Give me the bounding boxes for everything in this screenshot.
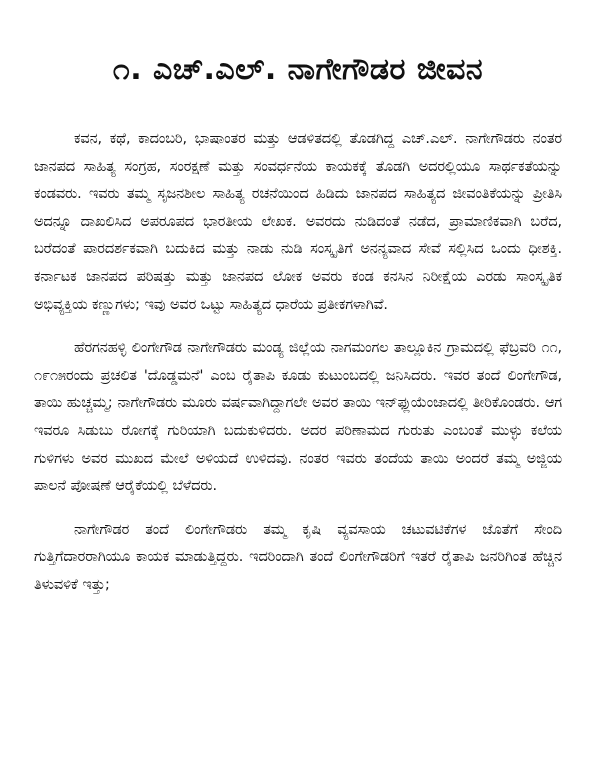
document-body (34, 126, 562, 600)
paragraph-2: ಹೆರಗನಹಳ್ಳಿ ಲಿಂಗೇಗೌಡ ನಾಗೇಗೌಡರು ಮಂಡ್ಯ ಜಿಲ್ಲೆಯ ನಾಗಮಂಗಲ ತಾಲ್ಲೂಕಿನ ಗ್ರಾಮದಲ್ಲಿ ಫೆಬ್ರವರಿ ೧೧, ೧೯೧೫ರಂದು ಪ್ರಚಲಿತ 'ದೊಡ್ಡಮನೆ' ಎಂಬ ರೈತಾಪಿ ಕೂಡು ಕುಟುಂಬದಲ್ಲಿ ಜನಿಸಿದರು. ಇವರ ತಂದೆ ಲಿಂಗೇಗೌಡ, ತಾಯಿ ಹುಚ್ಚಮ್ಮ; ನಾಗೇಗೌಡರು ಮೂರು ವರ್ಷವಾಗಿದ್ದಾಗಲೇ ಅವರ ತಾಯಿ ಇನ್‌ಫ್ಲುಯೆಂಜಾದಲ್ಲಿ ತೀರಿಕೊಂಡರು. ಆಗ ಇವರೂ ಸಿಡುಬು ರೋಗಕ್ಕೆ ಗುರಿಯಾಗಿ ಬದುಕುಳಿದರು. ಅದರ ಪರಿಣಾಮದ ಗುರುತು ಎಂಬಂತೆ ಮುಳ್ಳು ಕಲೆಯ ಗುಳಿಗಳು ಅವರ ಮುಖದ ಮೇಲೆ ಅಳಿಯದೆ ಉಳಿದವು. ನಂತರ ಇವರು ತಂದೆಯ ತಾಯಿ ಅಂದರೆ ತಮ್ಮ ಅಜ್ಜಿಯ ಪಾಲನೆ ಪೋಷಣೆ ಆರೈಕೆಯಲ್ಲಿ ಬೆಳೆದರು. (34, 340, 562, 495)
paragraph-3: ನಾಗೇಗೌಡರ ತಂದೆ ಲಿಂಗೇಗೌಡರು ತಮ್ಮ ಕೃಷಿ ವ್ಯವಸಾಯ ಚಟುವಟಿಕೆಗಳ ಜೊತೆಗೆ ಸೇಂದಿ ಗುತ್ತಿಗೆದಾರರಾಗಿಯೂ ಕಾಯಕ ಮಾಡುತ್ತಿದ್ದರು. ಇದರಿಂದಾಗಿ ತಂದೆ ಲಿಂಗೇಗೌಡರಿಗೆ ಇತರೆ ರೈತಾಪಿ ಜನರಿಗಿಂತ ಹೆಚ್ಚಿನ ತಿಳುವಳಿಕೆ ಇತ್ತು; (34, 521, 562, 593)
page-title: ೧. ಎಚ್.ಎಲ್. ನಾಗೇಗೌಡರ ಜೀವನ (112, 52, 484, 87)
paragraph-1: ಕವನ, ಕಥೆ, ಕಾದಂಬರಿ, ಭಾಷಾಂತರ ಮತ್ತು ಆಡಳಿತದಲ್ಲಿ ತೊಡಗಿದ್ದ ಎಚ್.ಎಲ್. ನಾಗೇಗೌಡರು ನಂತರ ಜಾನಪದ ಸಾಹಿತ್ಯ ಸಂಗ್ರಹ, ಸಂರಕ್ಷಣೆ ಮತ್ತು ಸಂವರ್ಧನೆಯ ಕಾಯಕಕ್ಕೆ ತೊಡಗಿ ಅದರಲ್ಲಿಯೂ ಸಾರ್ಥಕತೆಯನ್ನು ಕಂಡವರು. ಇವರು ತಮ್ಮ ಸೃಜನಶೀಲ ಸಾಹಿತ್ಯ ರಚನೆಯಿಂದ ಹಿಡಿದು ಜಾನಪದ ಸಾಹಿತ್ಯದ ಜೀವಂತಿಕೆಯನ್ನು ಪ್ರೀತಿಸಿ ಅದನ್ನೂ ದಾಖಲಿಸಿದ ಅಪರೂಪದ ಭಾರತೀಯ ಲೇಖಕ. ಅವರದು ನುಡಿದಂತೆ ನಡೆದ, ಪ್ರಾಮಾಣಿಕವಾಗಿ ಬರೆದ, ಬರೆದಂತೆ ಪಾರದರ್ಶಕವಾಗಿ ಬದುಕಿದ ಮತ್ತು ನಾಡು ನುಡಿ ಸಂಸ್ಕೃತಿಗೆ ಅನನ್ಯವಾದ ಸೇವೆ ಸಲ್ಲಿಸಿದ ಒಂದು ಧೀಶಕ್ತಿ. ಕರ್ನಾಟಕ ಜಾನಪದ ಪರಿಷತ್ತು ಮತ್ತು ಜಾನಪದ ಲೋಕ ಅವರು ಕಂಡ ಕನಸಿನ ನಿರೀಕ್ಷೆಯ ಎರಡು ಸಾಂಸ್ಕೃತಿಕ ಅಭಿವ್ಯಕ್ತಿಯ ಕಣ್ಣುಗಳು; ಇವು ಅವರ ಒಟ್ಟು ಸಾಹಿತ್ಯದ ಧಾರೆಯ ಪ್ರತೀಕಗಳಾಗಿವೆ. (34, 131, 562, 313)
